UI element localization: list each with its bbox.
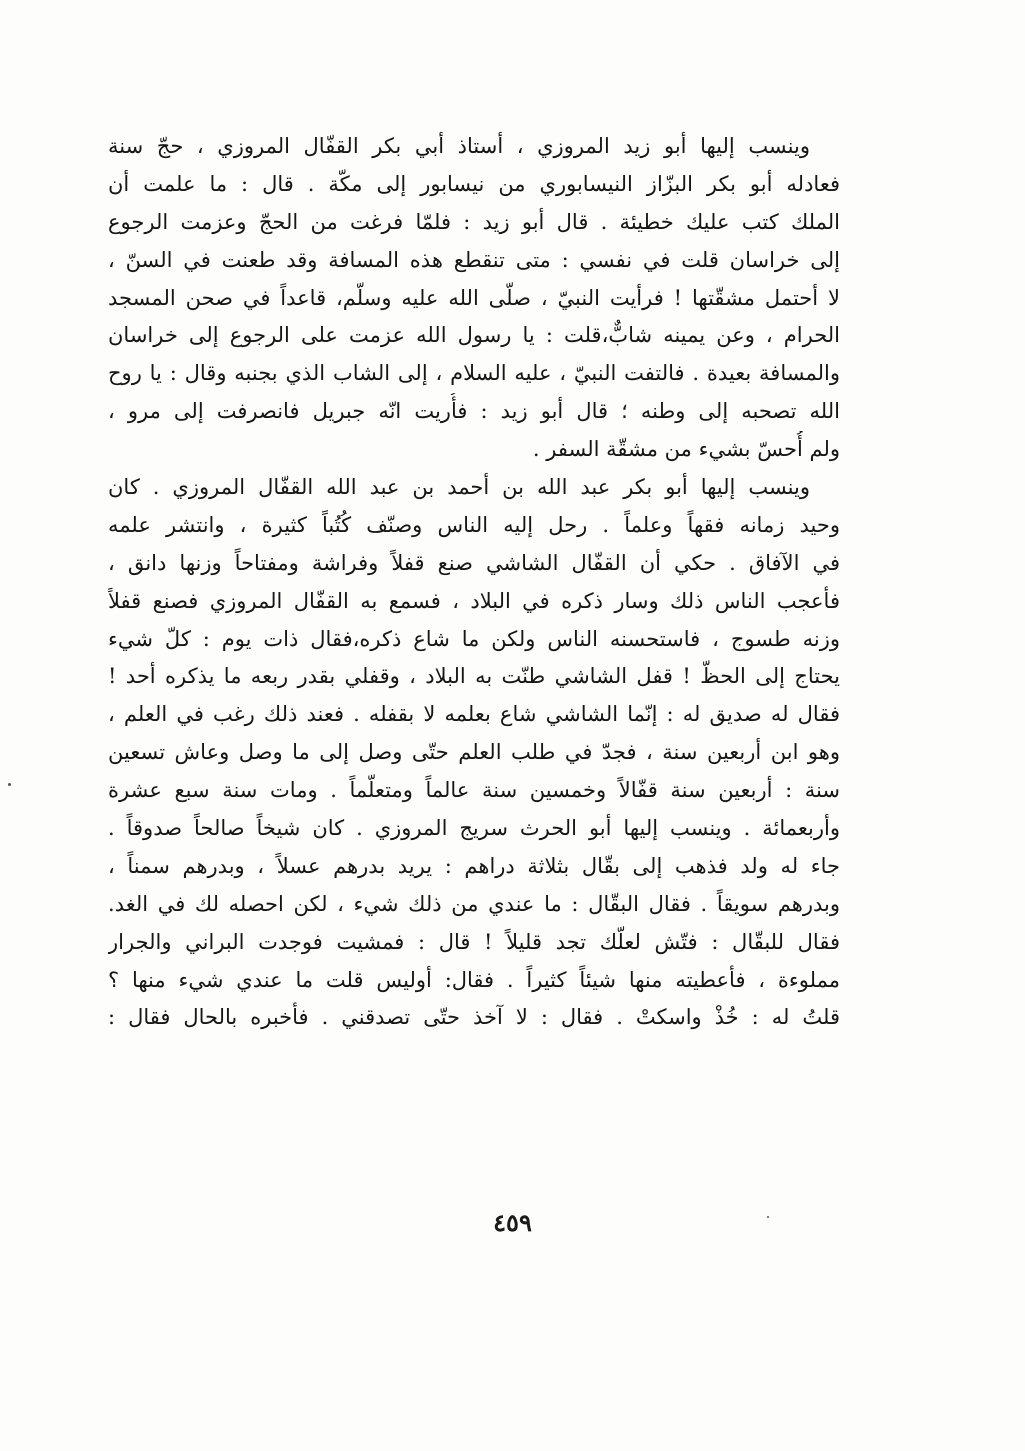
text-line: والمسافة بعيدة . فالتفت النبيّ ، عليه السلام ، إلى الشاب الذي بجنبه وقال : يا روح [108,361,840,386]
text-line: فقال للبقّال : فتّش لعلّك تجد قليلاً ! قال : فمشيت فوجدت البراني والجرار [108,929,840,954]
scan-speck [8,783,11,786]
text-line: وبدرهم سويقاً . فقال البقّال : ما عندي من ذلك شيء ، لكن احصله لك في الغد. [108,891,840,916]
text-line: ولم أُحسّ بشيء من مشقّة السفر . [532,437,840,462]
text-line: إلى خراسان قلت في نفسي : متى تنقطع هذه المسافة وقد طعنت في السنّ ، [108,247,840,272]
text-line: قلتُ له : خُذْ واسكتْ . فقال : لا آخذ حتّى تصدقني . فأخبره بالحال فقال : [108,1005,840,1030]
text-line: فأعجب الناس ذلك وسار ذكره في البلاد ، فسمع به القفّال المروزي فصنع قفلاً [108,588,840,613]
page-number: ٤٥٩ [493,1208,532,1237]
text-line: فقال له صديق له : إنّما الشاشي شاع بعلمه لا بقفله . فعند ذلك رغب في العلم ، [108,702,840,727]
text-line: مملوءة ، فأعطيته منها شيئاً كثيراً . فقال: أوليس قلت ما عندي شيء منها ؟ [108,967,840,992]
text-line: الله تصحبه إلى وطنه ؛ قال أبو زيد : فأُريت انّه جبريل فانصرفت إلى مرو ، [108,399,840,424]
text-line: في الآفاق . حكي أن القفّال الشاشي صنع قفلاً وفراشة ومفتاحاً وزنها دانق ، [108,550,840,575]
text-line: وزنه طسوج ، فاستحسنه الناس ولكن ما شاع ذكره،فقال ذات يوم : كلّ شيء [108,626,840,651]
text-line: الملك كتب عليك خطيئة . قال أبو زيد : فلمّا فرغت من الحجّ وعزمت الرجوع [108,209,840,234]
main-text [108,128,840,1037]
text-line: الحرام ، وعن يمينه شابٌّ،قلت : يا رسول الله عزمت على الرجوع إلى خراسان [108,323,840,348]
text-line: سنة : أربعين سنة قفّالاً وخمسين سنة عالماً ومتعلّماً . ومات سنة سبع عشرة [108,778,840,803]
text-line: جاء له ولد فذهب إلى بقّال بثلاثة دراهم : يريد بدرهم عسلاً ، وبدرهم سمناً ، [108,853,840,878]
text-line: وينسب إليها أبو زيد المروزي ، أستاذ أبي بكر القفّال المروزي ، حجّ سنة [108,134,810,158]
text-line: وهو ابن أربعين سنة ، فجدّ في طلب العلم حتّى وصل إلى ما وصل وعاش تسعين [108,740,840,765]
text-line: وأربعمائة . وينسب إليها أبو الحرث سريج المروزي . كان شيخاً صالحاً صدوقاً . [108,816,840,841]
scan-speck [767,1216,769,1218]
text-line: يحتاج إلى الحظّ ! قفل الشاشي طنّت به البلاد ، وقفلي بقدر ربعه ما يذكره أحد ! [108,664,840,689]
text-line: لا أحتمل مشقّتها ! فرأيت النبيّ ، صلّى الله عليه وسلّم، قاعداً في صحن المسجد [108,285,840,310]
text-line: فعادله أبو بكر البزّاز النيسابوري من نيسابور إلى مكّة . قال : ما علمت أن [108,171,840,196]
text-line: وحيد زمانه فقهاً وعلماً . رحل إليه الناس وصنّف كُتُباً كثيرة ، وانتشر علمه [108,512,840,537]
text-line: وينسب إليها أبو بكر عبد الله بن أحمد بن عبد الله القفّال المروزي . كان [108,475,810,500]
